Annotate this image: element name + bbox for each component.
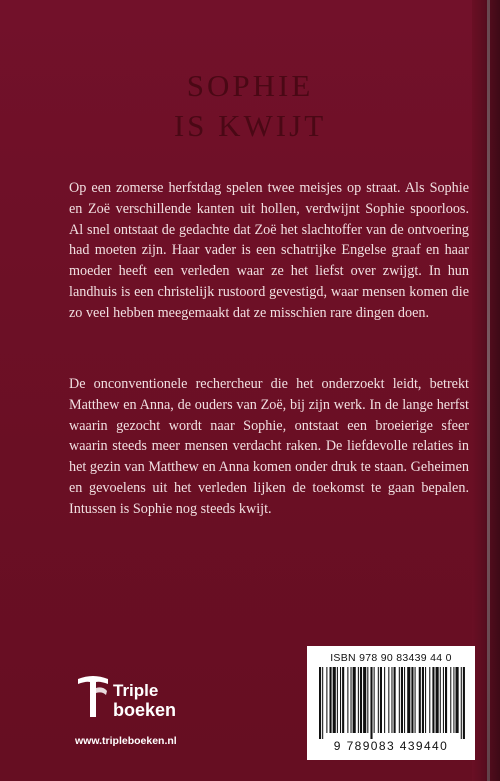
blurb-paragraph-2: De onconventionele rechercheur die het onderzoekt leidt, betrekt Matthew en Anna, de ouders van Zoë, bij zijn werk. In de lange herfst waarin gezocht wordt naar Sophie, ontstaat een broeierige sfeer waarin steeds meer mensen verdacht raken. De liefdevolle relaties in het gezin van Matthew en Anna komen onder druk te staan. Geheimen en gevoelens uit het verleden lijken de toekomst te gaan bepalen. Intussen is Sophie nog steeds kwijt. [69,376,469,517]
publisher-name-line-1: Triple [113,681,159,700]
barcode-bar [436,667,439,733]
barcode-bar [450,667,451,733]
isbn-label: ISBN 978 90 83439 44 0 [330,652,452,664]
barcode-bar [340,667,341,733]
barcode-bar [342,667,344,733]
barcode-bar [378,667,379,733]
barcode-bar [360,667,362,733]
barcode-bar [432,667,434,733]
barcode-bar [363,667,366,733]
barcode-bar [374,667,375,733]
barcode-bar [322,667,323,739]
barcode-bar [351,667,352,733]
barcode-bar [399,667,400,733]
barcode-bar [429,667,430,733]
barcode-bar [443,667,444,733]
barcode-bar [401,667,403,733]
barcode-bar [456,667,459,733]
barcode-bar [440,667,441,733]
publisher-logo-icon [75,671,111,721]
barcode-bar [415,667,416,733]
barcode-bar [404,667,405,733]
book-title-line-2: IS KWIJT [173,108,327,143]
barcode-bar [394,667,396,733]
barcode-bar [445,667,447,733]
barcode-bar [367,667,368,733]
barcode-bar [347,667,348,733]
barcode-bars [317,667,465,739]
barcode-bar [411,667,413,733]
barcode-bar [407,667,410,733]
barcode-bar [425,667,426,733]
barcode-bar [384,667,385,733]
barcode-bar [370,667,372,739]
publisher-name-line-2: boeken [113,700,177,720]
ean-digits: 9 789083 439440 [333,739,449,753]
isbn-barcode [307,646,475,760]
publisher-url: www.tripleboeken.nl [75,735,177,747]
barcode-bar [319,667,321,739]
barcode-bar [337,667,338,733]
barcode-bar [330,667,332,733]
barcode-bar [326,667,327,733]
barcode-bar [461,667,462,739]
barcode-bar [388,667,389,733]
barcode-bar [391,667,392,733]
barcode-bar [358,667,359,733]
barcode-bar [463,667,465,739]
barcode-bar [453,667,454,733]
barcode-bar [422,667,424,733]
blurb-paragraph-1: Op een zomerse herfstdag spelen twee meisjes op straat. Als Sophie en Zoë verschillende kanten uit hollen, verdwijnt Sophie spoorloos. Al snel ontstaat de gedachte dat Zoë het slachtoffer van de ontvoering had moeten zijn. Haar vader is een schatrijke Engelse graaf en haar moeder heeft een verleden waar ze het liefst over zwijgt. In hun landhuis is een christelijk rustoord gevestigd, waar mensen komen die zo veel hebben meegemaakt dat ze misschien rare dingen doen. [69,180,469,321]
barcode-bar [333,667,336,733]
book-title-line-1: SOPHIE [186,68,314,103]
barcode-bar [353,667,356,733]
publisher-logo [75,671,205,721]
barcode-bar [419,667,421,733]
barcode-bar [380,667,382,733]
